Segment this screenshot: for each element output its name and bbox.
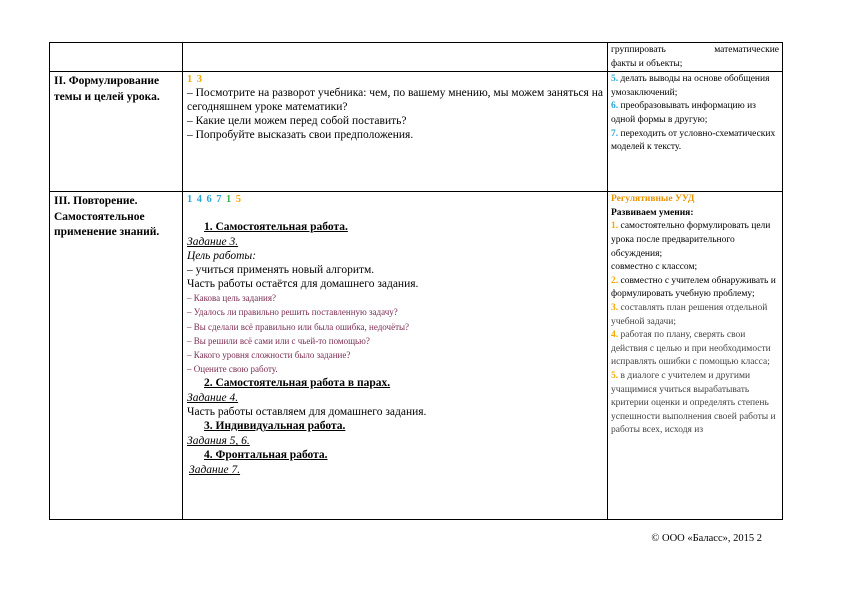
competence-number: 1 <box>187 74 193 86</box>
uud-item <box>611 261 779 275</box>
competence-number: 1 <box>187 194 193 206</box>
task-label: Задания 5, 6. <box>187 435 250 448</box>
uud-item-text: составлять план решения отдельной учебной задачи; <box>611 302 768 327</box>
reflection-question: – Какого уровня сложности было задание? <box>187 350 351 360</box>
uud-item-number: 7. <box>611 128 621 139</box>
uud-item <box>611 73 779 100</box>
table-row <box>50 192 783 520</box>
competence-number: 4 <box>196 194 203 206</box>
section-heading: 2. Самостоятельная работа в парах. <box>204 377 391 390</box>
homework-note: Часть работы остаётся для домашнего задания. <box>187 278 419 291</box>
content-line: – Какие цели можем перед собой поставить? <box>187 115 407 128</box>
task-label: Задание 7. <box>189 464 241 477</box>
goal-text: – учиться применять новый алгоритм. <box>187 264 375 277</box>
uud-line: факты и объекты; <box>611 58 683 69</box>
reflection-question: – Какова цель задания? <box>187 293 276 304</box>
content-cell <box>183 43 608 72</box>
competence-number: 5 <box>235 194 242 206</box>
uud-item-number: 1. <box>611 221 621 232</box>
uud-item <box>611 370 779 438</box>
uud-title: Регулятивные УУД <box>611 194 695 205</box>
uud-item-text: делать выводы на основе обобщения умозаключений; <box>611 74 770 98</box>
uud-item-text: переходить от условно-схематических моделей к тексту. <box>611 128 776 153</box>
task-label: Задание 4. <box>187 392 239 405</box>
stage-label <box>50 43 182 47</box>
uud-item-number: 6. <box>611 101 621 112</box>
uud-item-number: 4. <box>611 330 621 341</box>
uud-item-number: 2. <box>611 275 621 286</box>
lesson-plan-table <box>49 42 783 520</box>
homework-note: Часть работы оставляем для домашнего задания. <box>187 406 427 419</box>
reflection-question: – Оцените свою работу. <box>187 364 278 375</box>
section-heading: 1. Самостоятельная работа. <box>204 221 348 234</box>
uud-item <box>611 100 779 127</box>
reflection-questions <box>183 291 607 376</box>
content-cell <box>183 192 608 520</box>
copyright-footer: © ООО «Баласс», 2015 2 <box>651 533 762 544</box>
competence-number: 1 <box>226 194 232 206</box>
reflection-question: – Удалось ли правильно решить поставленную задачу? <box>187 307 398 318</box>
uud-cell <box>608 72 783 192</box>
table-row <box>50 72 783 192</box>
uud-item <box>611 302 779 329</box>
uud-item-text: самостоятельно формулировать цели урока после предварительного обсуждения; <box>611 221 771 259</box>
content-line: – Попробуйте высказать свои предположения. <box>187 129 414 142</box>
uud-item-text: преобразовывать информацию из одной формы в другую; <box>611 101 756 125</box>
uud-item <box>611 128 779 155</box>
uud-item-text: работая по плану, сверять свои действия с целью и при необходимости исправлять ошибки с помощью класса; <box>611 330 771 368</box>
uud-item-text: совместно с учителем обнаруживать и формулировать учебную проблему; <box>611 275 776 300</box>
stage-label: III. Повторение. Самостоятельное применение знаний. <box>54 195 160 239</box>
competence-number: 7 <box>216 194 222 206</box>
competence-number: 3 <box>196 74 203 86</box>
goal-label: Цель работы: <box>187 250 257 263</box>
uud-item-number: 5. <box>611 370 621 381</box>
uud-item <box>611 220 779 261</box>
uud-item-text: совместно с классом; <box>611 262 698 273</box>
stage-cell <box>50 72 183 192</box>
uud-line: группировать математические <box>611 45 779 55</box>
competence-number: 6 <box>206 194 213 206</box>
uud-item-number: 5. <box>611 74 621 85</box>
content-cell <box>183 72 608 192</box>
stage-label: II. Формулирование темы и целей урока. <box>54 75 160 103</box>
uud-cell <box>608 192 783 520</box>
uud-item <box>611 275 779 302</box>
uud-item <box>611 329 779 370</box>
reflection-question: – Вы сделали всё правильно или была ошибка, недочёты? <box>187 321 410 332</box>
uud-cell <box>608 43 783 72</box>
section-heading: 3. Индивидуальная работа. <box>204 420 346 433</box>
uud-subtitle: Развиваем умения: <box>611 207 694 218</box>
reflection-question: – Вы решили всё сами или с чьей-то помощью? <box>187 335 370 346</box>
section-heading: 4. Фронтальная работа. <box>204 449 328 462</box>
task-label: Задание 3. <box>187 236 239 249</box>
competence-numbers <box>187 193 607 206</box>
stage-cell <box>50 43 183 72</box>
table-row <box>50 43 783 72</box>
uud-item-text: в диалоге с учителем и другими учащимися учиться вырабатывать критерии оценки и определять степень успешности выполнения своей работы и работы всех, исходя из <box>611 370 776 436</box>
stage-cell <box>50 192 183 520</box>
content-line: – Посмотрите на разворот учебника: чем, по вашему мнению, мы можем заняться на сегодняшнем уроке математики? <box>187 87 603 114</box>
competence-numbers <box>187 73 607 86</box>
uud-item-number: 3. <box>611 302 621 313</box>
